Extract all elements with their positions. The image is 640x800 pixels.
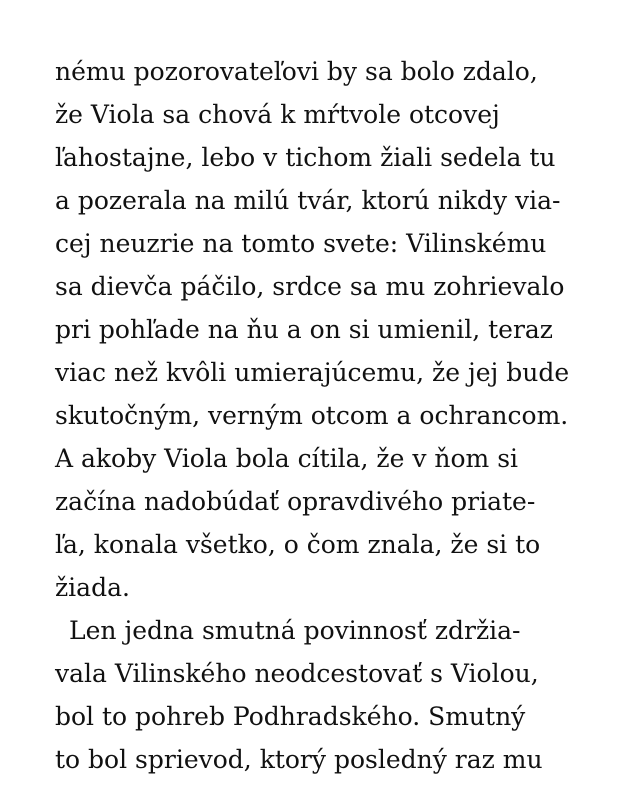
text-line: to bol sprievod, ktorý posledný raz mu bbox=[55, 745, 543, 774]
paragraph-1 bbox=[55, 50, 625, 609]
book-page bbox=[55, 50, 625, 781]
text-line: že Viola sa chová k mŕtvole otcovej bbox=[55, 100, 500, 129]
text-line: cej neuzrie na tomto svete: Vilinskému bbox=[55, 229, 547, 258]
text-line: viac než kvôli umierajúcemu, že jej bude bbox=[55, 358, 570, 387]
text-line: a pozerala na milú tvár, ktorú nikdy via- bbox=[55, 186, 561, 215]
text-line-indented: Len jedna smutná povinnosť zdržia- bbox=[69, 616, 521, 645]
text-line: ľahostajne, lebo v tichom žiali sedela tu bbox=[55, 143, 556, 172]
text-line: skutočným, verným otcom a ochrancom. bbox=[55, 401, 569, 430]
text-line: žiada. bbox=[55, 573, 130, 602]
text-line: sa dievča páčilo, srdce sa mu zohrievalo bbox=[55, 272, 565, 301]
text-line: začína nadobúdať opravdivého priate- bbox=[55, 487, 536, 516]
paragraph-2 bbox=[55, 609, 625, 781]
text-line: A akoby Viola bola cítila, že v ňom si bbox=[55, 444, 519, 473]
text-line: vala Vilinského neodcestovať s Violou, bbox=[55, 659, 539, 688]
text-line: bol to pohreb Podhradského. Smutný bbox=[55, 702, 526, 731]
text-line: ľa, konala všetko, o čom znala, že si to bbox=[55, 530, 541, 559]
text-line: pri pohľade na ňu a on si umienil, teraz bbox=[55, 315, 553, 344]
text-line: nému pozorovateľovi by sa bolo zdalo, bbox=[55, 57, 538, 86]
